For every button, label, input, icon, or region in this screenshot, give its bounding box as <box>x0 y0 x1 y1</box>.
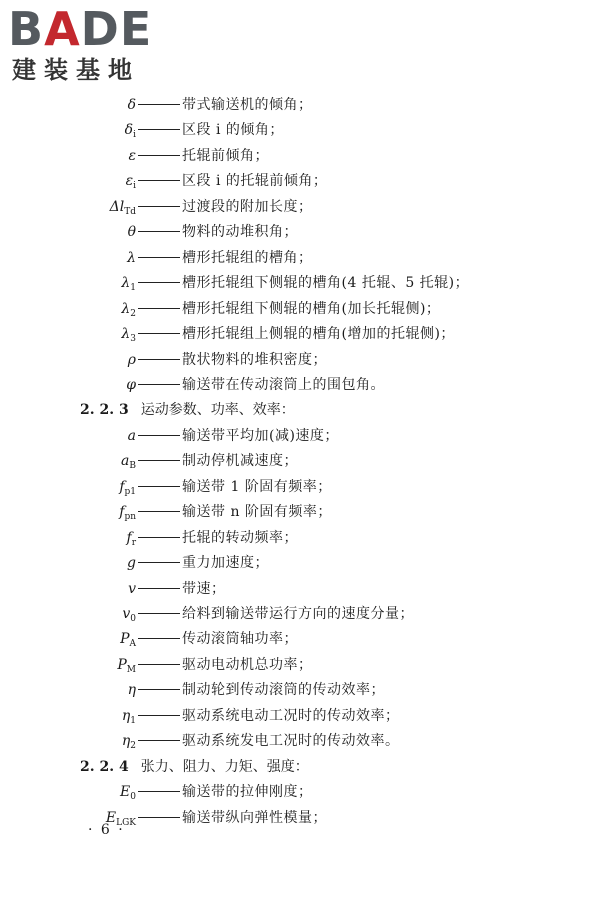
definition-row <box>0 297 600 321</box>
definition-row <box>0 220 600 244</box>
definition-text: 驱动电动机总功率； <box>182 656 313 673</box>
symbol-base: f <box>119 478 125 495</box>
definition-row <box>0 526 600 550</box>
definition-row <box>0 246 600 270</box>
symbol-base: Δl <box>109 198 125 215</box>
symbol-subscript: 1 <box>130 283 136 294</box>
symbol-base: v <box>122 606 131 622</box>
definition-row <box>0 577 600 601</box>
section-heading <box>0 398 600 422</box>
em-dash <box>138 129 180 130</box>
symbol-base: P <box>120 631 130 648</box>
em-dash <box>138 384 180 385</box>
symbol-base: λ <box>121 275 131 292</box>
symbol-base: η <box>121 707 131 724</box>
symbol-base: f <box>126 529 132 546</box>
definition-text: 驱动系统电动工况时的传动效率； <box>182 707 400 724</box>
definition-text: 槽形托辊组下侧辊的槽角(加长托辊侧)； <box>182 300 441 317</box>
em-dash <box>138 104 180 105</box>
symbol-base: E <box>105 809 117 826</box>
logo-brand: BADE <box>8 2 153 56</box>
em-dash <box>138 740 180 741</box>
definition-row <box>0 118 600 142</box>
em-dash <box>138 791 180 792</box>
definition-text: 过渡段的附加长度； <box>182 198 313 215</box>
section-title: 张力、阻力、力矩、强度： <box>140 758 309 775</box>
symbol-subscript: B <box>129 461 136 472</box>
definition-row <box>0 449 600 473</box>
symbol <box>126 373 136 397</box>
symbol-subscript: p1 <box>124 486 136 497</box>
symbol-base: θ <box>127 224 136 241</box>
definition-row <box>0 93 600 117</box>
definition-row <box>0 729 600 753</box>
symbol-base: δ <box>124 122 134 139</box>
definition-row <box>0 653 600 677</box>
symbol-base: φ <box>126 376 136 393</box>
em-dash <box>138 282 180 283</box>
definition-row <box>0 271 600 295</box>
em-dash <box>138 817 180 818</box>
definition-text: 输送带的拉伸刚度； <box>182 784 313 801</box>
symbol <box>128 678 136 702</box>
definition-row <box>0 322 600 346</box>
em-dash <box>138 562 180 563</box>
definition-row <box>0 195 600 219</box>
em-dash <box>138 715 180 716</box>
symbol-base: η <box>121 733 131 750</box>
definition-text: 槽形托辊组上侧辊的槽角(增加的托辊侧)； <box>182 326 455 343</box>
definition-text: 输送带在传动滚筒上的围包角。 <box>182 376 385 393</box>
definition-row <box>0 602 600 626</box>
symbol <box>128 348 136 372</box>
symbol-base: v <box>128 580 136 597</box>
symbol <box>128 424 136 448</box>
symbol-base: λ <box>127 249 136 266</box>
definition-text: 输送带 1 阶固有频率； <box>182 478 332 495</box>
em-dash <box>138 460 180 461</box>
symbol-subscript: 3 <box>130 334 136 345</box>
definition-row <box>0 678 600 702</box>
em-dash <box>138 613 180 614</box>
definition-row <box>0 424 600 448</box>
symbol-base: η <box>127 682 136 699</box>
definition-text: 制动停机减速度； <box>182 453 298 470</box>
em-dash <box>138 511 180 512</box>
section-heading-text <box>80 398 295 422</box>
em-dash <box>138 206 180 207</box>
logo <box>8 4 178 84</box>
symbol <box>128 144 136 168</box>
em-dash <box>138 638 180 639</box>
symbol-base: a <box>121 453 130 470</box>
em-dash <box>138 257 180 258</box>
definition-text: 带式输送机的倾角； <box>182 97 313 113</box>
em-dash <box>138 231 180 232</box>
em-dash <box>138 664 180 665</box>
symbol-subscript: 2 <box>130 741 136 752</box>
em-dash <box>138 689 180 690</box>
definition-text: 散状物料的堆积密度； <box>182 351 327 368</box>
em-dash <box>138 537 180 538</box>
em-dash <box>138 486 180 487</box>
symbol-subscript: 0 <box>130 614 136 624</box>
symbol <box>128 220 136 244</box>
definition-row <box>0 348 600 372</box>
symbol-base: λ <box>121 300 131 317</box>
em-dash <box>138 435 180 436</box>
symbol-base: a <box>127 427 136 444</box>
definition-row <box>0 144 600 168</box>
definition-row <box>0 500 600 524</box>
section-heading <box>0 755 600 779</box>
em-dash <box>138 180 180 181</box>
definition-row <box>0 373 600 397</box>
symbol-subscript: LGK <box>116 817 136 828</box>
logo-brand-accent: A <box>44 2 81 56</box>
symbol-base: ε <box>128 147 136 164</box>
definition-row <box>0 551 600 575</box>
symbol <box>127 551 136 575</box>
symbol-subscript: i <box>133 130 136 141</box>
em-dash <box>138 308 180 309</box>
definition-row <box>0 627 600 651</box>
definition-text: 传动滚筒轴功率； <box>182 631 298 648</box>
symbol-subscript: 0 <box>130 792 136 803</box>
symbol-subscript: A <box>129 639 136 650</box>
symbol <box>128 93 136 117</box>
definition-row <box>0 475 600 499</box>
definition-text: 输送带平均加(减)速度； <box>182 427 339 444</box>
definition-text: 槽形托辊组下侧辊的槽角(4 托辊、5 托辊)； <box>182 275 470 292</box>
definition-row <box>0 704 600 728</box>
page-number: · 6 · <box>88 822 125 838</box>
symbol-subscript: M <box>126 664 136 675</box>
definition-text: 重力加速度； <box>182 555 269 572</box>
symbol-subscript: r <box>131 537 136 548</box>
symbol-base: f <box>119 504 125 521</box>
symbol-subscript: 1 <box>130 715 136 726</box>
symbol-subscript: 2 <box>130 308 136 319</box>
em-dash <box>138 588 180 589</box>
section-number: 2. 2. 4 <box>80 758 129 775</box>
definition-text: 制动轮到传动滚筒的传动效率； <box>182 682 385 699</box>
em-dash <box>138 333 180 334</box>
definition-text: 带速； <box>182 580 226 597</box>
symbol <box>128 577 136 601</box>
symbol-subscript: Td <box>124 206 136 217</box>
definition-text: 输送带 n 阶固有频率； <box>182 504 332 521</box>
symbol <box>127 246 136 270</box>
definition-text: 托辊的转动频率； <box>182 529 298 546</box>
definition-text: 区段 i 的倾角； <box>182 122 284 139</box>
symbol-subscript: i <box>133 181 136 192</box>
section-heading-text <box>80 755 309 779</box>
em-dash <box>138 359 180 360</box>
symbol-subscript: pn <box>124 512 136 523</box>
logo-subtitle: 建装基地 <box>12 56 140 84</box>
section-number: 2. 2. 3 <box>80 402 129 419</box>
definition-text: 输送带纵向弹性模量； <box>182 809 327 826</box>
symbol-base: λ <box>121 326 131 343</box>
section-title: 运动参数、功率、效率： <box>140 402 295 419</box>
definition-row <box>0 780 600 804</box>
definition-text: 区段 i 的托辊前倾角； <box>182 173 328 190</box>
symbol-base: g <box>127 555 136 572</box>
em-dash <box>138 155 180 156</box>
definition-text: 槽形托辊组的槽角； <box>182 249 313 266</box>
definition-row <box>0 169 600 193</box>
symbol-base: ρ <box>127 351 136 368</box>
symbol-base: δ <box>127 97 136 113</box>
definition-text: 驱动系统发电工况时的传动效率。 <box>182 733 400 750</box>
symbol-base: ε <box>125 173 134 190</box>
definition-text: 给料到输送带运行方向的速度分量； <box>182 606 414 622</box>
definition-text: 托辊前倾角； <box>182 147 269 164</box>
symbol-base: E <box>120 784 131 801</box>
definition-text: 物料的动堆积角； <box>182 224 298 241</box>
symbol-base: P <box>117 656 127 673</box>
